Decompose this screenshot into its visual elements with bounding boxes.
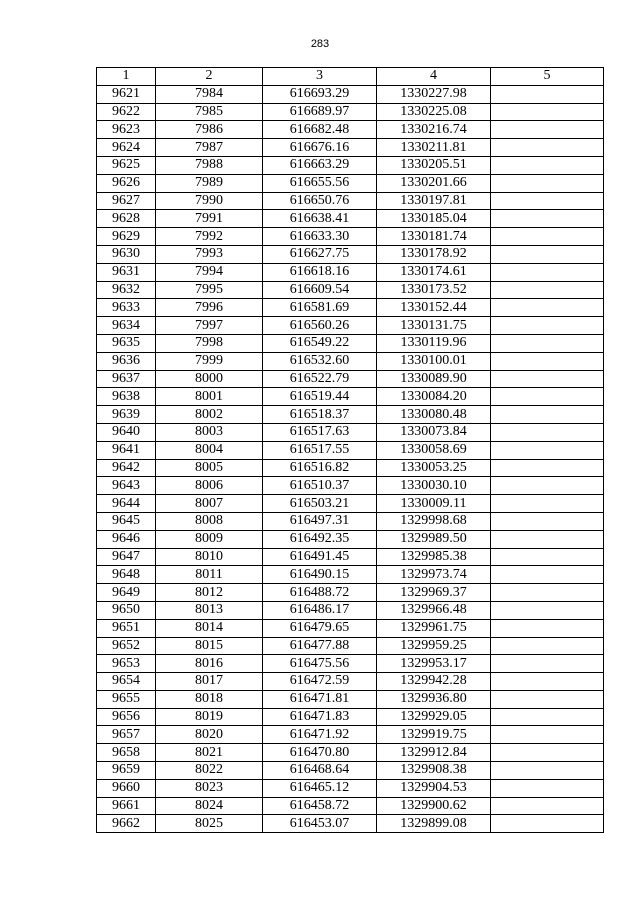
table-cell-col-4: 1329966.48	[377, 601, 491, 619]
table-cell-col-3: 616491.45	[263, 548, 377, 566]
table-cell-col-4: 1330058.69	[377, 441, 491, 459]
column-header-4: 4	[377, 68, 491, 86]
column-header-2: 2	[156, 68, 263, 86]
table-cell-col-2: 8021	[156, 744, 263, 762]
table-cell-col-3: 616549.22	[263, 334, 377, 352]
table-cell-col-2: 7988	[156, 156, 263, 174]
table-cell-col-5	[491, 815, 604, 833]
table-cell-col-1: 9659	[97, 762, 156, 780]
table-cell-col-3: 616518.37	[263, 406, 377, 424]
table-cell-col-2: 7993	[156, 245, 263, 263]
table-row	[97, 263, 604, 281]
table-row	[97, 441, 604, 459]
table-cell-col-2: 7991	[156, 210, 263, 228]
table-cell-col-3: 616693.29	[263, 85, 377, 103]
table-cell-col-2: 8014	[156, 619, 263, 637]
table-cell-col-3: 616581.69	[263, 299, 377, 317]
table-cell-col-3: 616522.79	[263, 370, 377, 388]
table-cell-col-2: 8018	[156, 690, 263, 708]
table-row	[97, 495, 604, 513]
table-cell-col-5	[491, 388, 604, 406]
table-cell-col-2: 8004	[156, 441, 263, 459]
table-cell-col-2: 8016	[156, 655, 263, 673]
table-cell-col-2: 8015	[156, 637, 263, 655]
table-row	[97, 566, 604, 584]
table-cell-col-1: 9627	[97, 192, 156, 210]
table-cell-col-5	[491, 495, 604, 513]
table-cell-col-5	[491, 584, 604, 602]
table-cell-col-1: 9637	[97, 370, 156, 388]
table-cell-col-1: 9625	[97, 156, 156, 174]
table-cell-col-1: 9630	[97, 245, 156, 263]
table-cell-col-3: 616609.54	[263, 281, 377, 299]
table-cell-col-2: 8008	[156, 512, 263, 530]
table-cell-col-5	[491, 245, 604, 263]
table-cell-col-3: 616492.35	[263, 530, 377, 548]
table-cell-col-1: 9642	[97, 459, 156, 477]
table-cell-col-2: 8001	[156, 388, 263, 406]
table-cell-col-1: 9650	[97, 601, 156, 619]
table-cell-col-5	[491, 334, 604, 352]
table-cell-col-4: 1329900.62	[377, 797, 491, 815]
table-cell-col-3: 616479.65	[263, 619, 377, 637]
table-row	[97, 584, 604, 602]
table-cell-col-3: 616503.21	[263, 495, 377, 513]
table-cell-col-4: 1329908.38	[377, 762, 491, 780]
table-cell-col-1: 9624	[97, 139, 156, 157]
table-cell-col-2: 8011	[156, 566, 263, 584]
table-cell-col-5	[491, 263, 604, 281]
table-cell-col-4: 1330216.74	[377, 121, 491, 139]
table-cell-col-3: 616471.81	[263, 690, 377, 708]
table-cell-col-5	[491, 406, 604, 424]
table-row	[97, 690, 604, 708]
table-cell-col-3: 616465.12	[263, 779, 377, 797]
table-cell-col-3: 616676.16	[263, 139, 377, 157]
table-cell-col-4: 1330178.92	[377, 245, 491, 263]
table-cell-col-5	[491, 103, 604, 121]
table-cell-col-2: 8006	[156, 477, 263, 495]
table-cell-col-4: 1330119.96	[377, 334, 491, 352]
table-cell-col-4: 1330181.74	[377, 228, 491, 246]
table-cell-col-5	[491, 708, 604, 726]
table-cell-col-3: 616471.83	[263, 708, 377, 726]
table-cell-col-1: 9660	[97, 779, 156, 797]
header-row	[97, 68, 604, 86]
table-cell-col-4: 1330100.01	[377, 352, 491, 370]
table-cell-col-3: 616516.82	[263, 459, 377, 477]
table-cell-col-4: 1329998.68	[377, 512, 491, 530]
table-cell-col-2: 8007	[156, 495, 263, 513]
table-cell-col-5	[491, 726, 604, 744]
table-cell-col-2: 8020	[156, 726, 263, 744]
table-cell-col-4: 1329973.74	[377, 566, 491, 584]
table-cell-col-4: 1330009.11	[377, 495, 491, 513]
table-row	[97, 477, 604, 495]
table-cell-col-5	[491, 655, 604, 673]
table-cell-col-4: 1329985.38	[377, 548, 491, 566]
table-cell-col-4: 1330073.84	[377, 423, 491, 441]
table-cell-col-2: 7989	[156, 174, 263, 192]
table-cell-col-3: 616532.60	[263, 352, 377, 370]
table-cell-col-3: 616517.55	[263, 441, 377, 459]
table-row	[97, 121, 604, 139]
table-cell-col-5	[491, 210, 604, 228]
table-cell-col-2: 8012	[156, 584, 263, 602]
table-cell-col-2: 8002	[156, 406, 263, 424]
table-cell-col-5	[491, 441, 604, 459]
table-cell-col-3: 616517.63	[263, 423, 377, 441]
table-cell-col-5	[491, 174, 604, 192]
table-cell-col-5	[491, 370, 604, 388]
table-cell-col-1: 9634	[97, 317, 156, 335]
table-cell-col-5	[491, 779, 604, 797]
table-cell-col-1: 9646	[97, 530, 156, 548]
table-cell-col-5	[491, 601, 604, 619]
table-row	[97, 388, 604, 406]
table-cell-col-4: 1330225.08	[377, 103, 491, 121]
table-cell-col-1: 9636	[97, 352, 156, 370]
table-cell-col-2: 8023	[156, 779, 263, 797]
table-row	[97, 548, 604, 566]
table-cell-col-1: 9653	[97, 655, 156, 673]
table-cell-col-3: 616633.30	[263, 228, 377, 246]
table-cell-col-4: 1330131.75	[377, 317, 491, 335]
table-cell-col-1: 9648	[97, 566, 156, 584]
table-cell-col-2: 7998	[156, 334, 263, 352]
table-cell-col-1: 9638	[97, 388, 156, 406]
table-row	[97, 317, 604, 335]
table-cell-col-5	[491, 156, 604, 174]
table-row	[97, 708, 604, 726]
table-row	[97, 85, 604, 103]
table-row	[97, 744, 604, 762]
table-cell-col-2: 7987	[156, 139, 263, 157]
table-cell-col-4: 1329904.53	[377, 779, 491, 797]
table-row	[97, 406, 604, 424]
table-cell-col-3: 616497.31	[263, 512, 377, 530]
table-cell-col-3: 616689.97	[263, 103, 377, 121]
table-cell-col-3: 616472.59	[263, 673, 377, 691]
table-cell-col-2: 8019	[156, 708, 263, 726]
table-cell-col-4: 1330152.44	[377, 299, 491, 317]
table-cell-col-2: 8025	[156, 815, 263, 833]
table-row	[97, 423, 604, 441]
table-cell-col-2: 8022	[156, 762, 263, 780]
table-cell-col-5	[491, 299, 604, 317]
table-row	[97, 156, 604, 174]
table-cell-col-4: 1330211.81	[377, 139, 491, 157]
table-cell-col-1: 9623	[97, 121, 156, 139]
table-cell-col-4: 1329919.75	[377, 726, 491, 744]
table-cell-col-4: 1330185.04	[377, 210, 491, 228]
table-row	[97, 655, 604, 673]
table-cell-col-2: 8017	[156, 673, 263, 691]
table-cell-col-1: 9652	[97, 637, 156, 655]
table-cell-col-5	[491, 512, 604, 530]
table-row	[97, 512, 604, 530]
table-cell-col-3: 616655.56	[263, 174, 377, 192]
table-cell-col-5	[491, 530, 604, 548]
table-cell-col-3: 616519.44	[263, 388, 377, 406]
table-cell-col-4: 1329899.08	[377, 815, 491, 833]
table-cell-col-1: 9628	[97, 210, 156, 228]
table-cell-col-5	[491, 566, 604, 584]
table-row	[97, 299, 604, 317]
table-cell-col-2: 7986	[156, 121, 263, 139]
table-cell-col-4: 1330030.10	[377, 477, 491, 495]
table-row	[97, 334, 604, 352]
table-cell-col-5	[491, 281, 604, 299]
table-cell-col-2: 7997	[156, 317, 263, 335]
table-cell-col-4: 1330205.51	[377, 156, 491, 174]
table-cell-col-2: 7992	[156, 228, 263, 246]
table-row	[97, 352, 604, 370]
table-row	[97, 530, 604, 548]
table-cell-col-4: 1330227.98	[377, 85, 491, 103]
table-cell-col-3: 616486.17	[263, 601, 377, 619]
table-cell-col-2: 8010	[156, 548, 263, 566]
table-cell-col-3: 616560.26	[263, 317, 377, 335]
table-cell-col-4: 1329936.80	[377, 690, 491, 708]
table-cell-col-1: 9658	[97, 744, 156, 762]
table-cell-col-4: 1329989.50	[377, 530, 491, 548]
table-cell-col-1: 9639	[97, 406, 156, 424]
table-cell-col-1: 9662	[97, 815, 156, 833]
table-cell-col-2: 8003	[156, 423, 263, 441]
table-cell-col-1: 9645	[97, 512, 156, 530]
table-cell-col-2: 7984	[156, 85, 263, 103]
table-cell-col-3: 616682.48	[263, 121, 377, 139]
table-cell-col-5	[491, 619, 604, 637]
table-cell-col-4: 1330080.48	[377, 406, 491, 424]
table-cell-col-3: 616627.75	[263, 245, 377, 263]
table-cell-col-4: 1329912.84	[377, 744, 491, 762]
table-row	[97, 370, 604, 388]
table-body	[97, 85, 604, 832]
table-row	[97, 637, 604, 655]
table-row	[97, 779, 604, 797]
table-row	[97, 726, 604, 744]
coordinates-table	[96, 67, 604, 833]
table-cell-col-1: 9643	[97, 477, 156, 495]
table-row	[97, 103, 604, 121]
table-cell-col-4: 1329953.17	[377, 655, 491, 673]
table-cell-col-2: 8024	[156, 797, 263, 815]
table-cell-col-5	[491, 459, 604, 477]
table-cell-col-2: 8005	[156, 459, 263, 477]
table-cell-col-1: 9633	[97, 299, 156, 317]
table-cell-col-3: 616490.15	[263, 566, 377, 584]
table-cell-col-2: 8000	[156, 370, 263, 388]
table-row	[97, 245, 604, 263]
table-cell-col-3: 616477.88	[263, 637, 377, 655]
table-cell-col-1: 9657	[97, 726, 156, 744]
table-cell-col-4: 1330173.52	[377, 281, 491, 299]
table-cell-col-1: 9644	[97, 495, 156, 513]
table-cell-col-1: 9626	[97, 174, 156, 192]
table-row	[97, 210, 604, 228]
table-cell-col-1: 9631	[97, 263, 156, 281]
table-cell-col-5	[491, 317, 604, 335]
table-cell-col-4: 1330201.66	[377, 174, 491, 192]
table-cell-col-4: 1329959.25	[377, 637, 491, 655]
table-row	[97, 815, 604, 833]
table-row	[97, 673, 604, 691]
table-cell-col-3: 616458.72	[263, 797, 377, 815]
column-header-1: 1	[97, 68, 156, 86]
table-cell-col-5	[491, 797, 604, 815]
table-cell-col-4: 1330053.25	[377, 459, 491, 477]
table-cell-col-4: 1330197.81	[377, 192, 491, 210]
table-cell-col-1: 9641	[97, 441, 156, 459]
table-cell-col-4: 1330089.90	[377, 370, 491, 388]
table-cell-col-3: 616663.29	[263, 156, 377, 174]
table-cell-col-5	[491, 139, 604, 157]
table-cell-col-1: 9656	[97, 708, 156, 726]
table-cell-col-1: 9632	[97, 281, 156, 299]
table-cell-col-4: 1329929.05	[377, 708, 491, 726]
table-cell-col-3: 616488.72	[263, 584, 377, 602]
table-cell-col-2: 7985	[156, 103, 263, 121]
table-cell-col-1: 9661	[97, 797, 156, 815]
table-cell-col-5	[491, 121, 604, 139]
table-row	[97, 228, 604, 246]
table-cell-col-3: 616475.56	[263, 655, 377, 673]
table-cell-col-4: 1329969.37	[377, 584, 491, 602]
table-cell-col-2: 7999	[156, 352, 263, 370]
table-cell-col-4: 1329942.28	[377, 673, 491, 691]
table-cell-col-3: 616638.41	[263, 210, 377, 228]
table-cell-col-2: 7994	[156, 263, 263, 281]
table-cell-col-1: 9654	[97, 673, 156, 691]
column-header-5: 5	[491, 68, 604, 86]
table-cell-col-1: 9651	[97, 619, 156, 637]
table-cell-col-3: 616510.37	[263, 477, 377, 495]
table-cell-col-1: 9629	[97, 228, 156, 246]
table-cell-col-3: 616471.92	[263, 726, 377, 744]
table-cell-col-5	[491, 228, 604, 246]
table-cell-col-5	[491, 744, 604, 762]
table-row	[97, 281, 604, 299]
table-row	[97, 459, 604, 477]
table-row	[97, 174, 604, 192]
table-cell-col-4: 1329961.75	[377, 619, 491, 637]
table-cell-col-5	[491, 690, 604, 708]
table-cell-col-5	[491, 85, 604, 103]
table-row	[97, 797, 604, 815]
table-cell-col-5	[491, 762, 604, 780]
table-cell-col-1: 9622	[97, 103, 156, 121]
table-cell-col-3: 616470.80	[263, 744, 377, 762]
table-cell-col-2: 7995	[156, 281, 263, 299]
table-row	[97, 139, 604, 157]
column-header-3: 3	[263, 68, 377, 86]
table-cell-col-2: 7996	[156, 299, 263, 317]
table-cell-col-3: 616468.64	[263, 762, 377, 780]
table-row	[97, 601, 604, 619]
table-cell-col-1: 9621	[97, 85, 156, 103]
table-cell-col-4: 1330084.20	[377, 388, 491, 406]
table-cell-col-5	[491, 477, 604, 495]
table-cell-col-5	[491, 673, 604, 691]
table-row	[97, 619, 604, 637]
page-number: 283	[310, 38, 330, 50]
table-cell-col-5	[491, 548, 604, 566]
table-cell-col-4: 1330174.61	[377, 263, 491, 281]
table-header	[97, 68, 604, 86]
table-cell-col-3: 616618.16	[263, 263, 377, 281]
table-cell-col-1: 9635	[97, 334, 156, 352]
table-cell-col-5	[491, 192, 604, 210]
table-cell-col-1: 9655	[97, 690, 156, 708]
table-cell-col-5	[491, 352, 604, 370]
table-cell-col-1: 9649	[97, 584, 156, 602]
table-cell-col-1: 9647	[97, 548, 156, 566]
table-cell-col-2: 7990	[156, 192, 263, 210]
table-cell-col-5	[491, 423, 604, 441]
table-cell-col-3: 616650.76	[263, 192, 377, 210]
table-cell-col-2: 8009	[156, 530, 263, 548]
table-cell-col-3: 616453.07	[263, 815, 377, 833]
table-row	[97, 762, 604, 780]
table-row	[97, 192, 604, 210]
table-cell-col-1: 9640	[97, 423, 156, 441]
table-cell-col-2: 8013	[156, 601, 263, 619]
table-cell-col-5	[491, 637, 604, 655]
